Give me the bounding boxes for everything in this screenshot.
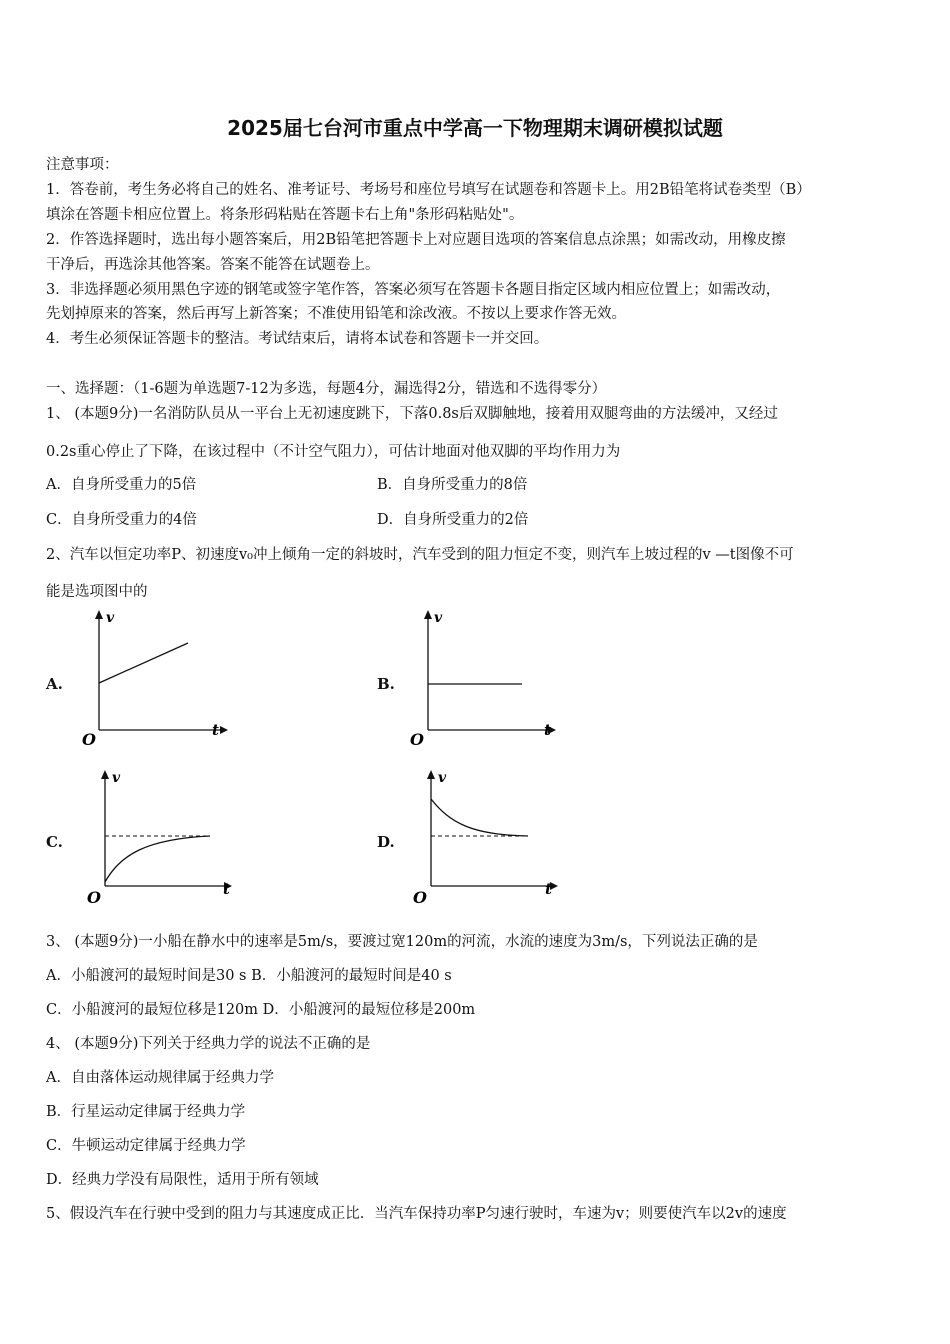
t-axis-label: t (545, 880, 552, 898)
q4-stem: 4、 (本题9分)下列关于经典力学的说法不正确的是 (46, 1036, 371, 1052)
q5-stem: 5、假设汽车在行驶中受到的阻力与其速度成正比．当汽车保持功率P匀速行驶时，车速为v；则要使汽车以2v的速度 (46, 1206, 787, 1222)
q2-graph-a-label: A. (46, 675, 63, 693)
v-axis-label: v (434, 610, 443, 626)
origin-label: O (410, 730, 424, 749)
q4-option-a: A．自由落体运动规律属于经典力学 (46, 1070, 274, 1086)
v-axis-label: v (438, 770, 447, 786)
origin-label: O (413, 888, 427, 907)
origin-label: O (87, 888, 101, 907)
q4-option-b: B．行星运动定律属于经典力学 (46, 1104, 246, 1120)
q1-stem: 0.2s重心停止了下降，在该过程中（不计空气阻力），可估计地面对他双脚的平均作用力为 (46, 444, 621, 460)
q2-graph-d (410, 765, 565, 910)
q4-option-c: C．牛顿运动定律属于经典力学 (46, 1138, 246, 1154)
q2-stem: 能是选项图中的 (46, 584, 148, 600)
q2-graph-d-label: D. (377, 833, 395, 851)
q2-graph-a (80, 605, 230, 750)
notice-line: 1．答卷前，考生务必将自己的姓名、准考证号、考场号和座位号填写在试题卷和答题卡上。用2B铅笔将试卷类型（B） (46, 182, 811, 198)
q4-option-d: D．经典力学没有局限性，适用于所有领域 (46, 1172, 319, 1188)
q2-graph-c-label: C. (46, 833, 63, 851)
notice-line: 2．作答选择题时，选出每小题答案后，用2B铅笔把答题卡上对应题目选项的答案信息点涂黑；如需改动，用橡皮擦 (46, 232, 786, 248)
q2-graph-b-label: B. (377, 675, 395, 693)
notice-line: 4．考生必须保证答题卡的整洁。考试结束后，请将本试卷和答题卡一并交回。 (46, 331, 549, 347)
v-axis-label: v (106, 610, 115, 626)
q2-graph-b (408, 605, 558, 750)
q2-graph-c (84, 765, 239, 910)
q3-options-cd: C．小船渡河的最短位移是120m D．小船渡河的最短位移是200m (46, 1002, 476, 1018)
v-axis-label: v (112, 770, 121, 786)
notice-line: 3．非选择题必须用黑色字迹的钢笔或签字笔作答，答案必须写在答题卡各题目指定区域内相应位置上；如需改动， (46, 282, 781, 298)
notice-heading: 注意事项： (46, 157, 119, 173)
q2-stem: 2、汽车以恒定功率P、初速度v₀冲上倾角一定的斜坡时，汽车受到的阻力恒定不变，则汽车上坡过程的v —t图像不可 (46, 547, 794, 563)
origin-label: O (82, 730, 96, 749)
q3-options-ab: A．小船渡河的最短时间是30 s B．小船渡河的最短时间是40 s (46, 968, 452, 984)
notice-line: 填涂在答题卡相应位置上。将条形码粘贴在答题卡右上角"条形码粘贴处"。 (46, 207, 524, 223)
page-title: 2025届七台河市重点中学高一下物理期末调研模拟试题 (227, 116, 723, 140)
q1-option-a: A．自身所受重力的5倍 (46, 477, 197, 493)
section-heading: 一、选择题：（1-6题为单选题7-12为多选，每题4分，漏选得2分，错选和不选得零分） (46, 381, 607, 397)
t-axis-label: t (544, 721, 551, 739)
q1-option-d: D．自身所受重力的2倍 (377, 512, 529, 528)
q1-option-c: C．自身所受重力的4倍 (46, 512, 197, 528)
t-axis-label: t (223, 880, 230, 898)
notice-line: 先划掉原来的答案，然后再写上新答案；不准使用铅笔和涂改液。不按以上要求作答无效。 (46, 306, 626, 322)
notice-line: 干净后，再选涂其他答案。答案不能答在试题卷上。 (46, 257, 380, 273)
q3-stem: 3、 (本题9分)一小船在静水中的速率是5m/s，要渡过宽120m的河流，水流的速度为3m/s，下列说法正确的是 (46, 934, 758, 950)
q1-option-b: B．自身所受重力的8倍 (377, 477, 528, 493)
t-axis-label: t (212, 721, 219, 739)
q1-stem: 1、 (本题9分)一名消防队员从一平台上无初速度跳下，下落0.8s后双脚触地，接着用双腿弯曲的方法缓冲，又经过 (46, 406, 778, 422)
